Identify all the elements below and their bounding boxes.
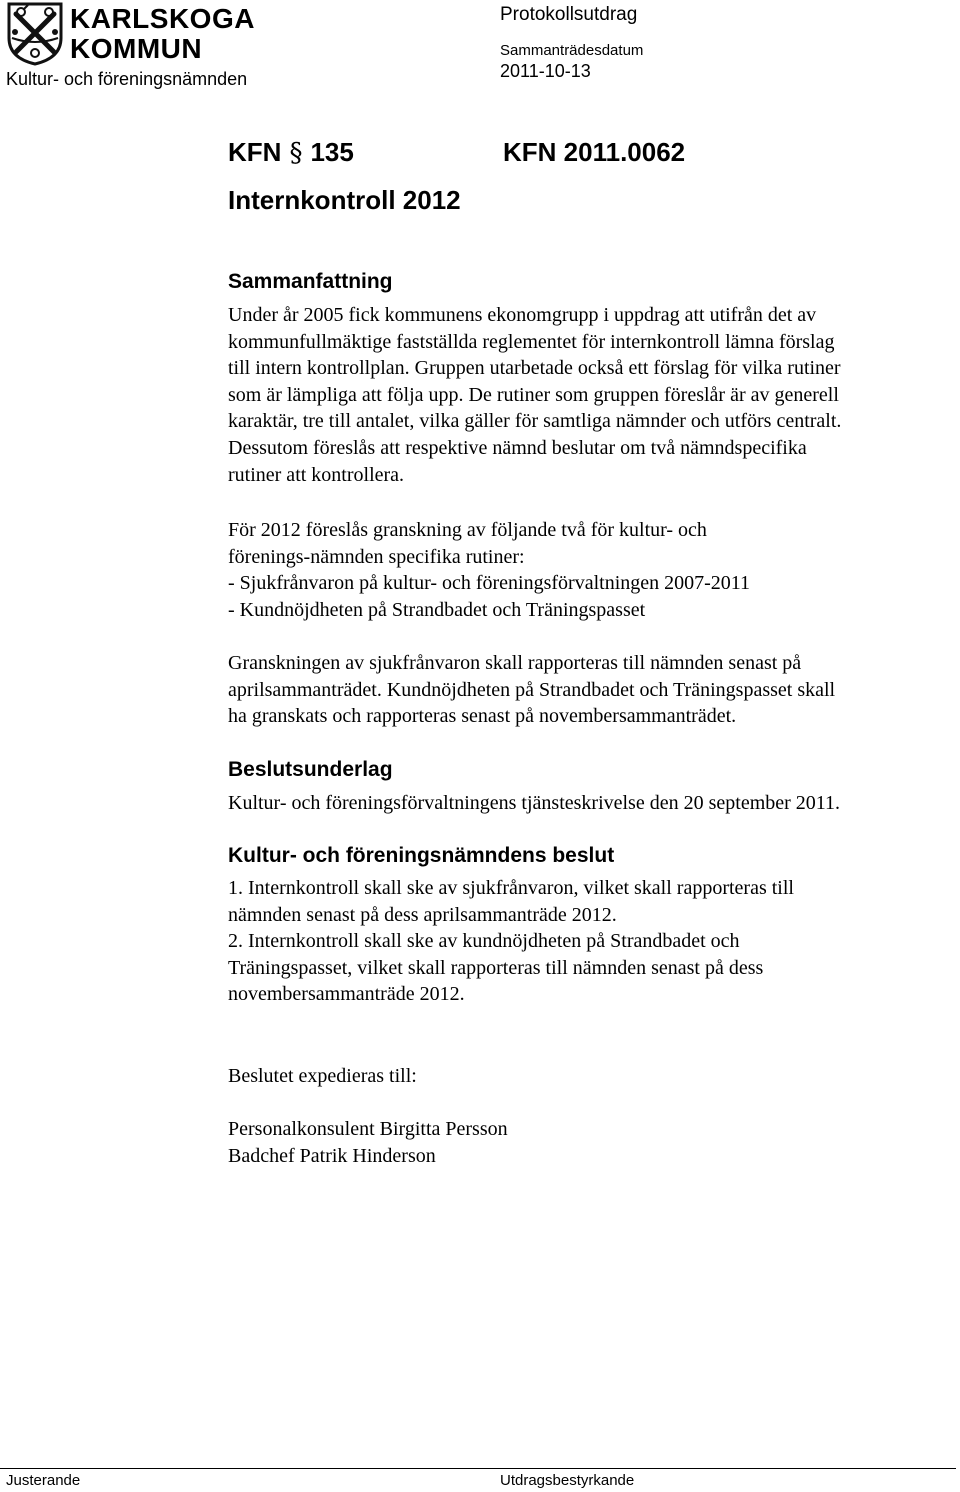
list-item: - Kundnöjdheten på Strandbadet och Träningspasset [228, 598, 646, 621]
recipient: Badchef Patrik Hinderson [228, 1144, 436, 1167]
text-line: som är lämpliga att följa upp. De rutiner som gruppen föreslår är av generell [228, 383, 839, 406]
text-line: aprilsammanträdet. Kundnöjdheten på Strandbadet och Träningspasset skall [228, 678, 836, 701]
footer-adjuster-label: Justerande [6, 1472, 81, 1489]
list-item: - Sjukfrånvaron på kultur- och föreningsförvaltningen 2007-2011 [228, 572, 751, 595]
text-line: Granskningen av sjukfrånvaron skall rapporteras till nämnden senast på [228, 652, 802, 674]
text-line: 2. Internkontroll skall ske av kundnöjdheten på Strandbadet och [228, 930, 740, 953]
section-heading-decision: Kultur- och föreningsnämndens beslut [228, 844, 615, 867]
meeting-date-label: Sammanträdesdatum [500, 42, 644, 59]
text-line: nämnden senast på dess aprilsammanträde 2012. [228, 903, 617, 926]
paragraph-number: 135 [310, 137, 354, 167]
text-line: rutiner att kontrollera. [228, 463, 405, 486]
distribution-label [228, 1063, 417, 1090]
case-number: KFN 2011.0062 [503, 137, 686, 167]
text-line: 1. Internkontroll skall ske av sjukfrånvaron, vilket skall rapporteras till [228, 877, 794, 899]
text-line: Dessutom föreslås att respektive nämnd beslutar om två nämndspecifika [228, 436, 807, 459]
summary-paragraph-2 [228, 517, 750, 623]
footer-divider [0, 1468, 956, 1469]
text-line: förenings-nämnden specifika rutiner: [228, 545, 525, 568]
text-line: Under år 2005 fick kommunens ekonomgrupp i uppdrag att utifrån det av [228, 304, 817, 326]
org-name-line1: KARLSKOGA [70, 3, 255, 34]
basis-text [228, 790, 840, 817]
document-type: Protokollsutdrag [500, 4, 638, 25]
text-line: För 2012 föreslås granskning av följande två för kultur- och [228, 519, 707, 541]
text-line: Träningspasset, vilket skall rapporteras till nämnden senast på dess [228, 956, 764, 979]
paragraph-sign-icon: § [289, 138, 303, 168]
text-line: till intern kontrollplan. Gruppen utarbetade också ett förslag för vilka rutiner [228, 357, 841, 380]
paragraph-reference [228, 137, 354, 168]
meeting-date-value: 2011-10-13 [500, 61, 591, 81]
decision-text [228, 875, 794, 1008]
summary-paragraph-1 [228, 302, 841, 488]
footer-certification-label: Utdragsbestyrkande [500, 1472, 635, 1489]
committee-name: Kultur- och föreningsnämnden [6, 69, 248, 89]
section-heading-basis: Beslutsunderlag [228, 758, 393, 781]
paragraph-prefix: KFN [228, 137, 282, 167]
text-line: karaktär, tre till antalet, vilka gäller för samtliga nämnder och utförs centralt. [228, 410, 842, 433]
municipal-coat-of-arms-icon [6, 2, 64, 66]
text-line: Kultur- och föreningsförvaltningens tjänsteskrivelse den 20 september 2011. [228, 792, 841, 814]
text-line: Beslutet expedieras till: [228, 1065, 417, 1087]
org-name-line2: KOMMUN [70, 33, 203, 64]
text-line: ha granskats och rapporteras senast på novembersammanträdet. [228, 705, 737, 728]
section-heading-summary: Sammanfattning [228, 270, 393, 293]
summary-paragraph-3 [228, 650, 835, 730]
recipient: Personalkonsulent Birgitta Persson [228, 1118, 508, 1140]
page-title: Internkontroll 2012 [228, 185, 461, 215]
distribution-list [228, 1116, 508, 1169]
text-line: novembersammanträde 2012. [228, 983, 465, 1006]
text-line: kommunfullmäktige fastställda reglementet för internkontroll lämna förslag [228, 330, 835, 353]
